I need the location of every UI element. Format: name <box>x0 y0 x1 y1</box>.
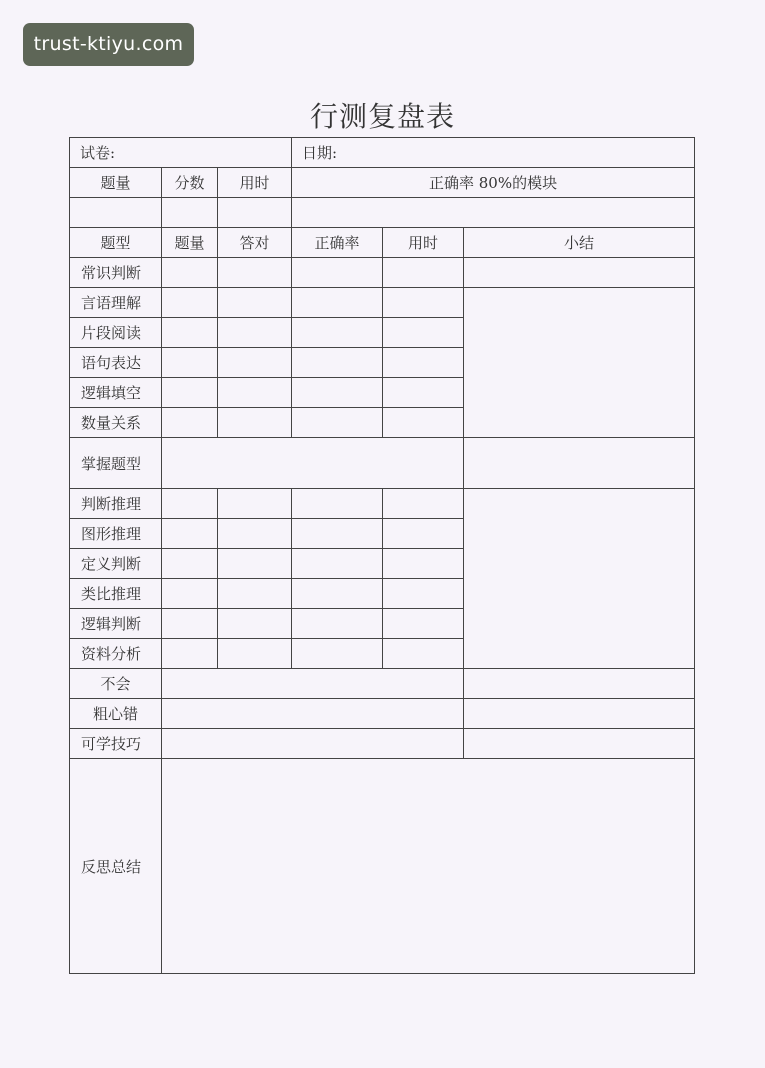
cell-count[interactable] <box>162 348 218 378</box>
cell-count[interactable] <box>162 408 218 438</box>
cell-time[interactable] <box>383 549 464 579</box>
row-label: 掌握题型 <box>70 438 162 489</box>
cell-count[interactable] <box>162 288 218 318</box>
summary-score-label: 分数 <box>162 168 218 198</box>
reflection-row <box>70 759 695 974</box>
cell-correct[interactable] <box>218 489 292 519</box>
summary-count-label: 题量 <box>70 168 162 198</box>
row-label: 类比推理 <box>70 579 162 609</box>
mastered-cell[interactable] <box>162 438 464 489</box>
cell-accuracy[interactable] <box>292 378 383 408</box>
cell-count[interactable] <box>162 519 218 549</box>
cell-accuracy[interactable] <box>292 519 383 549</box>
cell-accuracy[interactable] <box>292 579 383 609</box>
summary-input-row <box>70 198 695 228</box>
mastered-row <box>70 438 695 489</box>
cell-count[interactable] <box>162 318 218 348</box>
col-correct: 答对 <box>218 228 292 258</box>
row-label: 语句表达 <box>70 348 162 378</box>
cell-summary[interactable] <box>464 288 695 438</box>
dont-know-cell[interactable] <box>162 669 464 699</box>
cell-correct[interactable] <box>218 408 292 438</box>
exam-field[interactable]: 试卷: <box>70 138 292 168</box>
summary-accuracy-label: 正确率 80%的模块 <box>292 168 695 198</box>
column-header-row <box>70 228 695 258</box>
row-label: 逻辑填空 <box>70 378 162 408</box>
summary-time-label: 用时 <box>218 168 292 198</box>
row-label: 定义判断 <box>70 549 162 579</box>
row-label: 可学技巧 <box>70 729 162 759</box>
cell-count[interactable] <box>162 378 218 408</box>
dont-know-row <box>70 669 695 699</box>
cell-correct[interactable] <box>218 549 292 579</box>
cell-accuracy[interactable] <box>292 609 383 639</box>
row-label: 片段阅读 <box>70 318 162 348</box>
cell-accuracy[interactable] <box>292 549 383 579</box>
cell-time[interactable] <box>383 288 464 318</box>
learnable-cell[interactable] <box>162 729 464 759</box>
cell-accuracy[interactable] <box>292 408 383 438</box>
cell-accuracy[interactable] <box>292 489 383 519</box>
row-label: 常识判断 <box>70 258 162 288</box>
cell-time[interactable] <box>383 609 464 639</box>
cell-time[interactable] <box>383 579 464 609</box>
summary-score-cell[interactable] <box>162 198 218 228</box>
learnable-row <box>70 729 695 759</box>
cell-accuracy[interactable] <box>292 258 383 288</box>
summary-count-cell[interactable] <box>70 198 162 228</box>
cell-time[interactable] <box>383 378 464 408</box>
col-summary: 小结 <box>464 228 695 258</box>
col-count: 题量 <box>162 228 218 258</box>
cell-accuracy[interactable] <box>292 288 383 318</box>
row-label: 数量关系 <box>70 408 162 438</box>
cell-correct[interactable] <box>218 639 292 669</box>
cell-correct[interactable] <box>218 288 292 318</box>
row-label: 反思总结 <box>70 759 162 974</box>
header-row <box>70 138 695 168</box>
cell-count[interactable] <box>162 258 218 288</box>
cell-time[interactable] <box>383 318 464 348</box>
careless-row <box>70 699 695 729</box>
cell-count[interactable] <box>162 639 218 669</box>
cell-accuracy[interactable] <box>292 639 383 669</box>
table-row <box>70 288 695 318</box>
watermark-logo: trust-ktiyu.com <box>23 23 194 66</box>
careless-cell[interactable] <box>162 699 464 729</box>
page-title: 行测复盘表 <box>309 100 455 133</box>
row-label: 不会 <box>70 669 162 699</box>
cell-accuracy[interactable] <box>292 318 383 348</box>
table-row <box>70 489 695 519</box>
summary-time-cell[interactable] <box>218 198 292 228</box>
summary-accuracy-cell[interactable] <box>292 198 695 228</box>
review-table <box>69 137 695 974</box>
col-accuracy: 正确率 <box>292 228 383 258</box>
cell-count[interactable] <box>162 549 218 579</box>
row-label: 粗心错 <box>70 699 162 729</box>
row-label: 逻辑判断 <box>70 609 162 639</box>
cell-correct[interactable] <box>218 318 292 348</box>
cell-time[interactable] <box>383 408 464 438</box>
cell-summary[interactable] <box>464 489 695 669</box>
dont-know-summary-cell[interactable] <box>464 669 695 699</box>
cell-correct[interactable] <box>218 579 292 609</box>
cell-count[interactable] <box>162 489 218 519</box>
cell-correct[interactable] <box>218 348 292 378</box>
cell-correct[interactable] <box>218 258 292 288</box>
learnable-summary-cell[interactable] <box>464 729 695 759</box>
cell-time[interactable] <box>383 348 464 378</box>
cell-accuracy[interactable] <box>292 348 383 378</box>
mastered-summary-cell[interactable] <box>464 438 695 489</box>
reflection-cell[interactable] <box>162 759 695 974</box>
summary-head-row <box>70 168 695 198</box>
cell-count[interactable] <box>162 609 218 639</box>
table-row <box>70 258 695 288</box>
col-type: 题型 <box>70 228 162 258</box>
cell-count[interactable] <box>162 579 218 609</box>
cell-correct[interactable] <box>218 378 292 408</box>
row-label: 言语理解 <box>70 288 162 318</box>
date-field[interactable]: 日期: <box>292 138 695 168</box>
cell-summary[interactable] <box>464 258 695 288</box>
row-label: 图形推理 <box>70 519 162 549</box>
careless-summary-cell[interactable] <box>464 699 695 729</box>
row-label: 判断推理 <box>70 489 162 519</box>
col-time: 用时 <box>383 228 464 258</box>
cell-time[interactable] <box>383 639 464 669</box>
cell-correct[interactable] <box>218 609 292 639</box>
cell-time[interactable] <box>383 519 464 549</box>
cell-time[interactable] <box>383 258 464 288</box>
cell-time[interactable] <box>383 489 464 519</box>
row-label: 资料分析 <box>70 639 162 669</box>
cell-correct[interactable] <box>218 519 292 549</box>
